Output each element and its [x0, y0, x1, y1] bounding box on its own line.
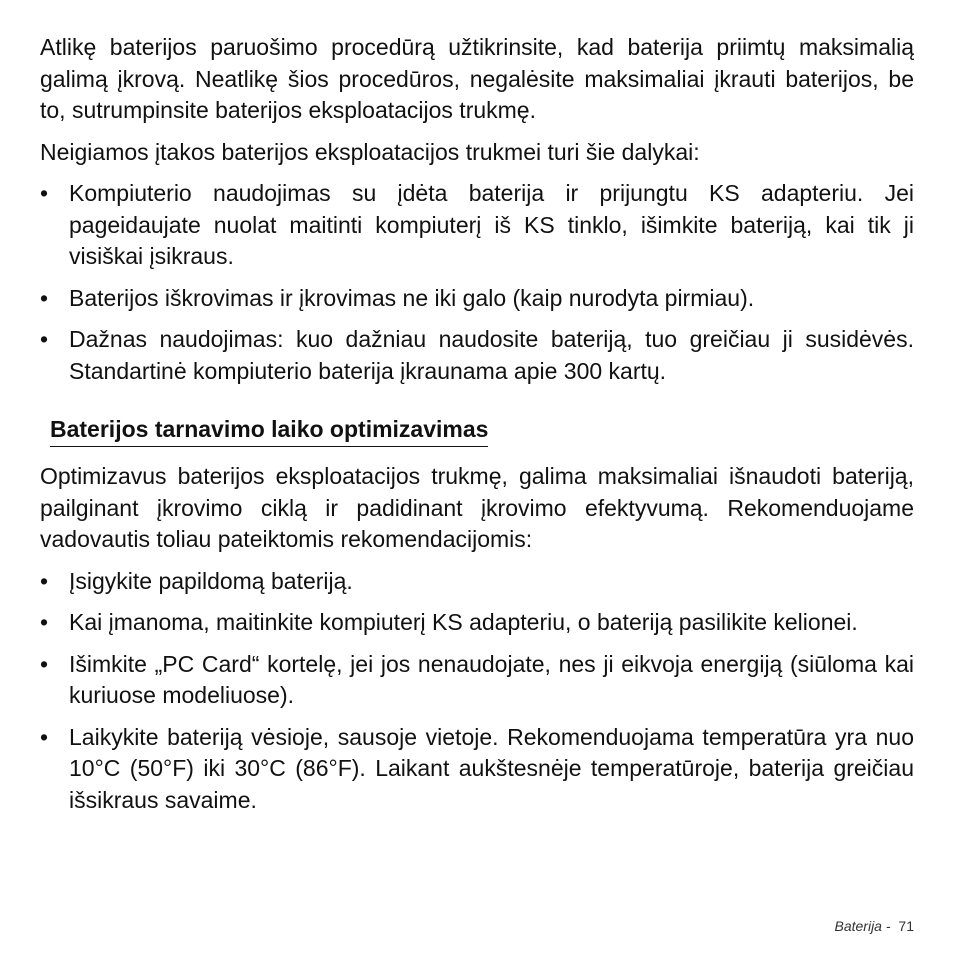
- bullet-symbol: •: [40, 650, 49, 677]
- bullet-symbol: •: [40, 284, 49, 311]
- list-item: [40, 324, 914, 387]
- list-item: [40, 722, 914, 817]
- list-item-text: Dažnas naudojimas: kuo dažniau naudosite bateriją, tuo greičiau ji susidėvės. Standartinė kompiuterio baterija įkraunama apie 300 kartų.: [69, 326, 914, 384]
- bullet-symbol: •: [40, 609, 49, 635]
- factors-lead-paragraph: Neigiamos įtakos baterijos eksploatacijos trukmei turi šie dalykai:: [40, 138, 700, 165]
- list-item: [40, 566, 914, 598]
- bullet-symbol: •: [40, 567, 49, 594]
- bullet-symbol: •: [40, 723, 49, 750]
- page-footer: [835, 918, 915, 934]
- list-item: [40, 607, 914, 639]
- section-heading: Baterijos tarnavimo laiko optimizavimas: [50, 414, 488, 447]
- recommendations-list: [40, 566, 914, 817]
- list-item: [40, 649, 914, 712]
- bullet-symbol: •: [40, 180, 49, 206]
- list-item-text: Kompiuterio naudojimas su įdėta baterija ir prijungtu KS adapteriu. Jei pageidaujate nuolat maitinti kompiuterį iš KS tinklo, išimkite bateriją, kai tik ji visiškai įsikraus.: [69, 180, 914, 269]
- list-item-text: Baterijos iškrovimas ir įkrovimas ne iki galo (kaip nurodyta pirmiau).: [69, 284, 755, 311]
- list-item-text: Įsigykite papildomą bateriją.: [69, 567, 353, 594]
- list-item-text: Išimkite „PC Card“ kortelę, jei jos nenaudojate, nes ji eikvoja energiją (siūloma kai kuriuose modeliuose).: [69, 650, 914, 708]
- list-item: [40, 178, 914, 273]
- footer-section-label: Baterija -: [834, 918, 891, 934]
- document-page: [40, 32, 914, 826]
- list-item-text: Kai įmanoma, maitinkite kompiuterį KS adapteriu, o bateriją pasilikite kelionei.: [69, 609, 858, 635]
- section-intro-paragraph: Optimizavus baterijos eksploatacijos trukmę, galima maksimaliai išnaudoti bateriją, pailginant įkrovimo ciklą ir padidinant įkrovimo efektyvumą. Rekomenduojame vadovautis toliau pateiktomis rekomendacijomis:: [40, 463, 914, 552]
- bullet-symbol: •: [40, 326, 49, 352]
- list-item-text: Laikykite bateriją vėsioje, sausoje vietoje. Rekomenduojama temperatūra yra nuo 10°C (50°F) iki 30°C (86°F). Laikant aukštesnėje temperatūroje, baterija greičiau išsikraus savaime.: [69, 723, 914, 813]
- intro-paragraph: Atlikę baterijos paruošimo procedūrą užtikrinsite, kad baterija priimtų maksimalią galimą įkrovą. Neatlikę šios procedūros, negalėsite maksimaliai įkrauti baterijos, be to, sutrumpinsite baterijos eksploatacijos trukmę.: [40, 34, 914, 123]
- heading-spacer: [40, 447, 914, 461]
- factors-list: [40, 178, 914, 387]
- list-item: [40, 283, 914, 315]
- page-number: 71: [898, 918, 914, 934]
